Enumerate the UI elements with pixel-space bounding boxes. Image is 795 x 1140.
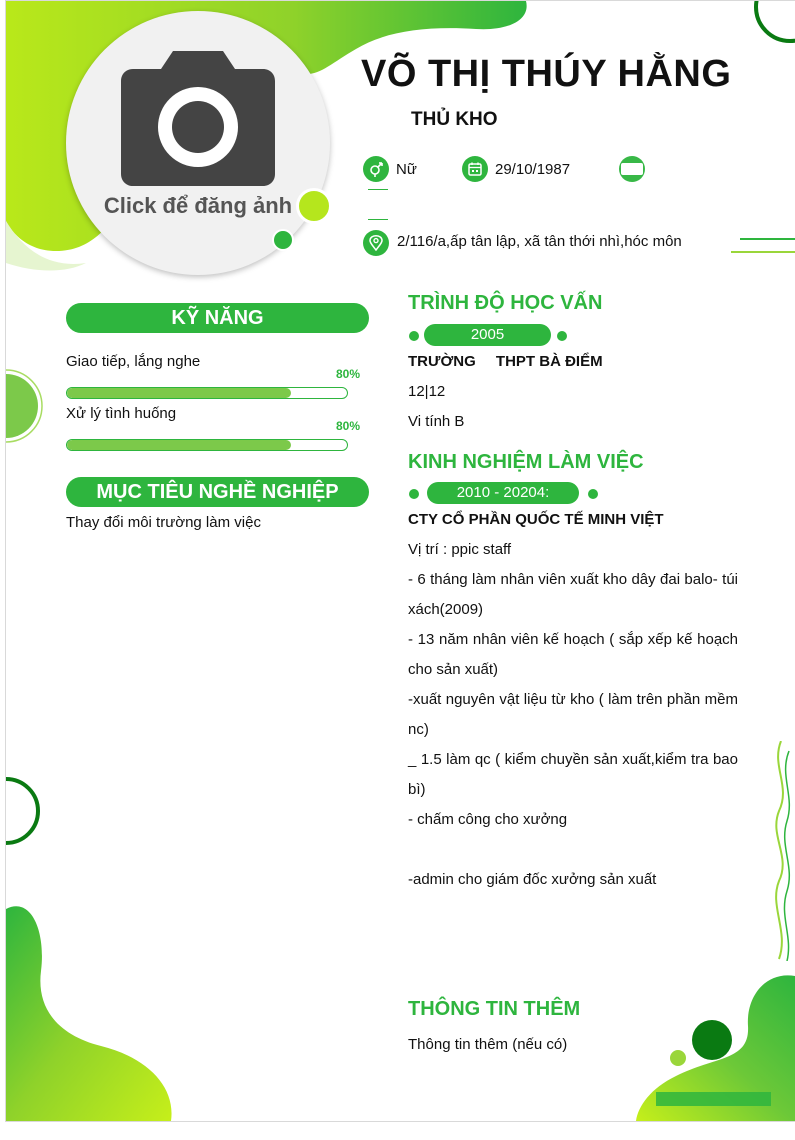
extra-text: Thông tin thêm (nếu có) — [408, 1036, 568, 1053]
school-name: THPT BÀ ĐIỂM — [495, 353, 603, 370]
gender-icon — [363, 156, 389, 182]
skill-bar — [66, 439, 348, 451]
experience-period: 2010 - 20204: — [427, 482, 579, 504]
skill-percent: 80% — [336, 367, 361, 381]
left-half-circle-decoration — [6, 346, 46, 461]
skills-heading: KỸ NĂNG — [66, 303, 369, 333]
calendar-icon — [462, 156, 488, 182]
experience-company: CTY CỔ PHẦN QUỐC TẾ MINH VIỆT — [408, 511, 664, 528]
left-ring-decoration — [6, 771, 46, 851]
skill-bar-fill — [67, 440, 291, 450]
camera-icon — [121, 51, 275, 186]
education-school-row — [408, 353, 603, 370]
school-label: TRƯỜNG — [408, 353, 476, 370]
education-year: 2005 — [424, 324, 551, 346]
resume-page — [5, 0, 795, 1122]
timeline-dot — [557, 331, 567, 341]
address-value: 2/116/a,ấp tân lập, xã tân thới nhì,hóc môn — [397, 233, 682, 250]
photo-accent-dot-small — [272, 229, 294, 251]
job-title: THỦ KHO — [411, 109, 498, 130]
experience-line: - 6 tháng làm nhân viên xuất kho dây đai balo- túi xách(2009) — [408, 571, 738, 618]
extra-heading: THÔNG TIN THÊM — [408, 998, 581, 1020]
education-line: 12|12 — [408, 383, 446, 400]
education-heading: TRÌNH ĐỘ HỌC VẤN — [408, 292, 603, 314]
skill-label: Xử lý tình huống — [66, 405, 177, 422]
experience-heading: KINH NGHIỆM LÀM VIỆC — [408, 451, 644, 473]
photo-accent-dot-large — [296, 188, 332, 224]
timeline-dot — [409, 489, 419, 499]
experience-line: -admin cho giám đốc xưởng sản xuất — [408, 871, 657, 888]
timeline-dot — [409, 331, 419, 341]
right-lines-decoration — [726, 237, 795, 257]
objective-text: Thay đổi môi trường làm việc — [66, 514, 261, 531]
right-wavy-lines-decoration — [761, 741, 795, 961]
skill-item — [66, 353, 366, 403]
education-line: Vi tính B — [408, 413, 465, 430]
objective-heading: MỤC TIÊU NGHỀ NGHIỆP — [66, 477, 369, 507]
bottom-left-blob-decoration — [6, 901, 181, 1121]
experience-line: - 13 năm nhân viên kế hoạch ( sắp xếp kế hoạch cho sản xuất) — [408, 631, 738, 678]
bottom-right-blob-decoration — [626, 966, 795, 1121]
photo-hint: Click để đăng ảnh — [103, 193, 293, 218]
experience-line: Vị trí : ppic staff — [408, 541, 512, 558]
experience-line: -xuất nguyên vật liệu từ kho ( làm trên phần mềm nc) — [408, 691, 738, 738]
info-separator-line — [368, 219, 388, 220]
skill-bar-fill — [67, 388, 291, 398]
skill-bar — [66, 387, 348, 399]
skill-item — [66, 405, 366, 455]
experience-line: - chấm công cho xưởng — [408, 811, 568, 828]
location-icon — [363, 230, 389, 256]
timeline-dot — [588, 489, 598, 499]
info-separator-line — [368, 189, 388, 190]
skill-percent: 80% — [336, 419, 361, 433]
phone-icon — [619, 156, 645, 182]
experience-line: _ 1.5 làm qc ( kiểm chuyền sản xuất,kiểm tra bao bì) — [408, 751, 738, 798]
top-right-ring-decoration — [746, 1, 795, 46]
gender-value: Nữ — [396, 161, 417, 178]
birthday-value: 29/10/1987 — [495, 161, 571, 178]
skill-label: Giao tiếp, lắng nghe — [66, 353, 201, 370]
full-name: VÕ THỊ THÚY HẰNG — [361, 53, 732, 95]
